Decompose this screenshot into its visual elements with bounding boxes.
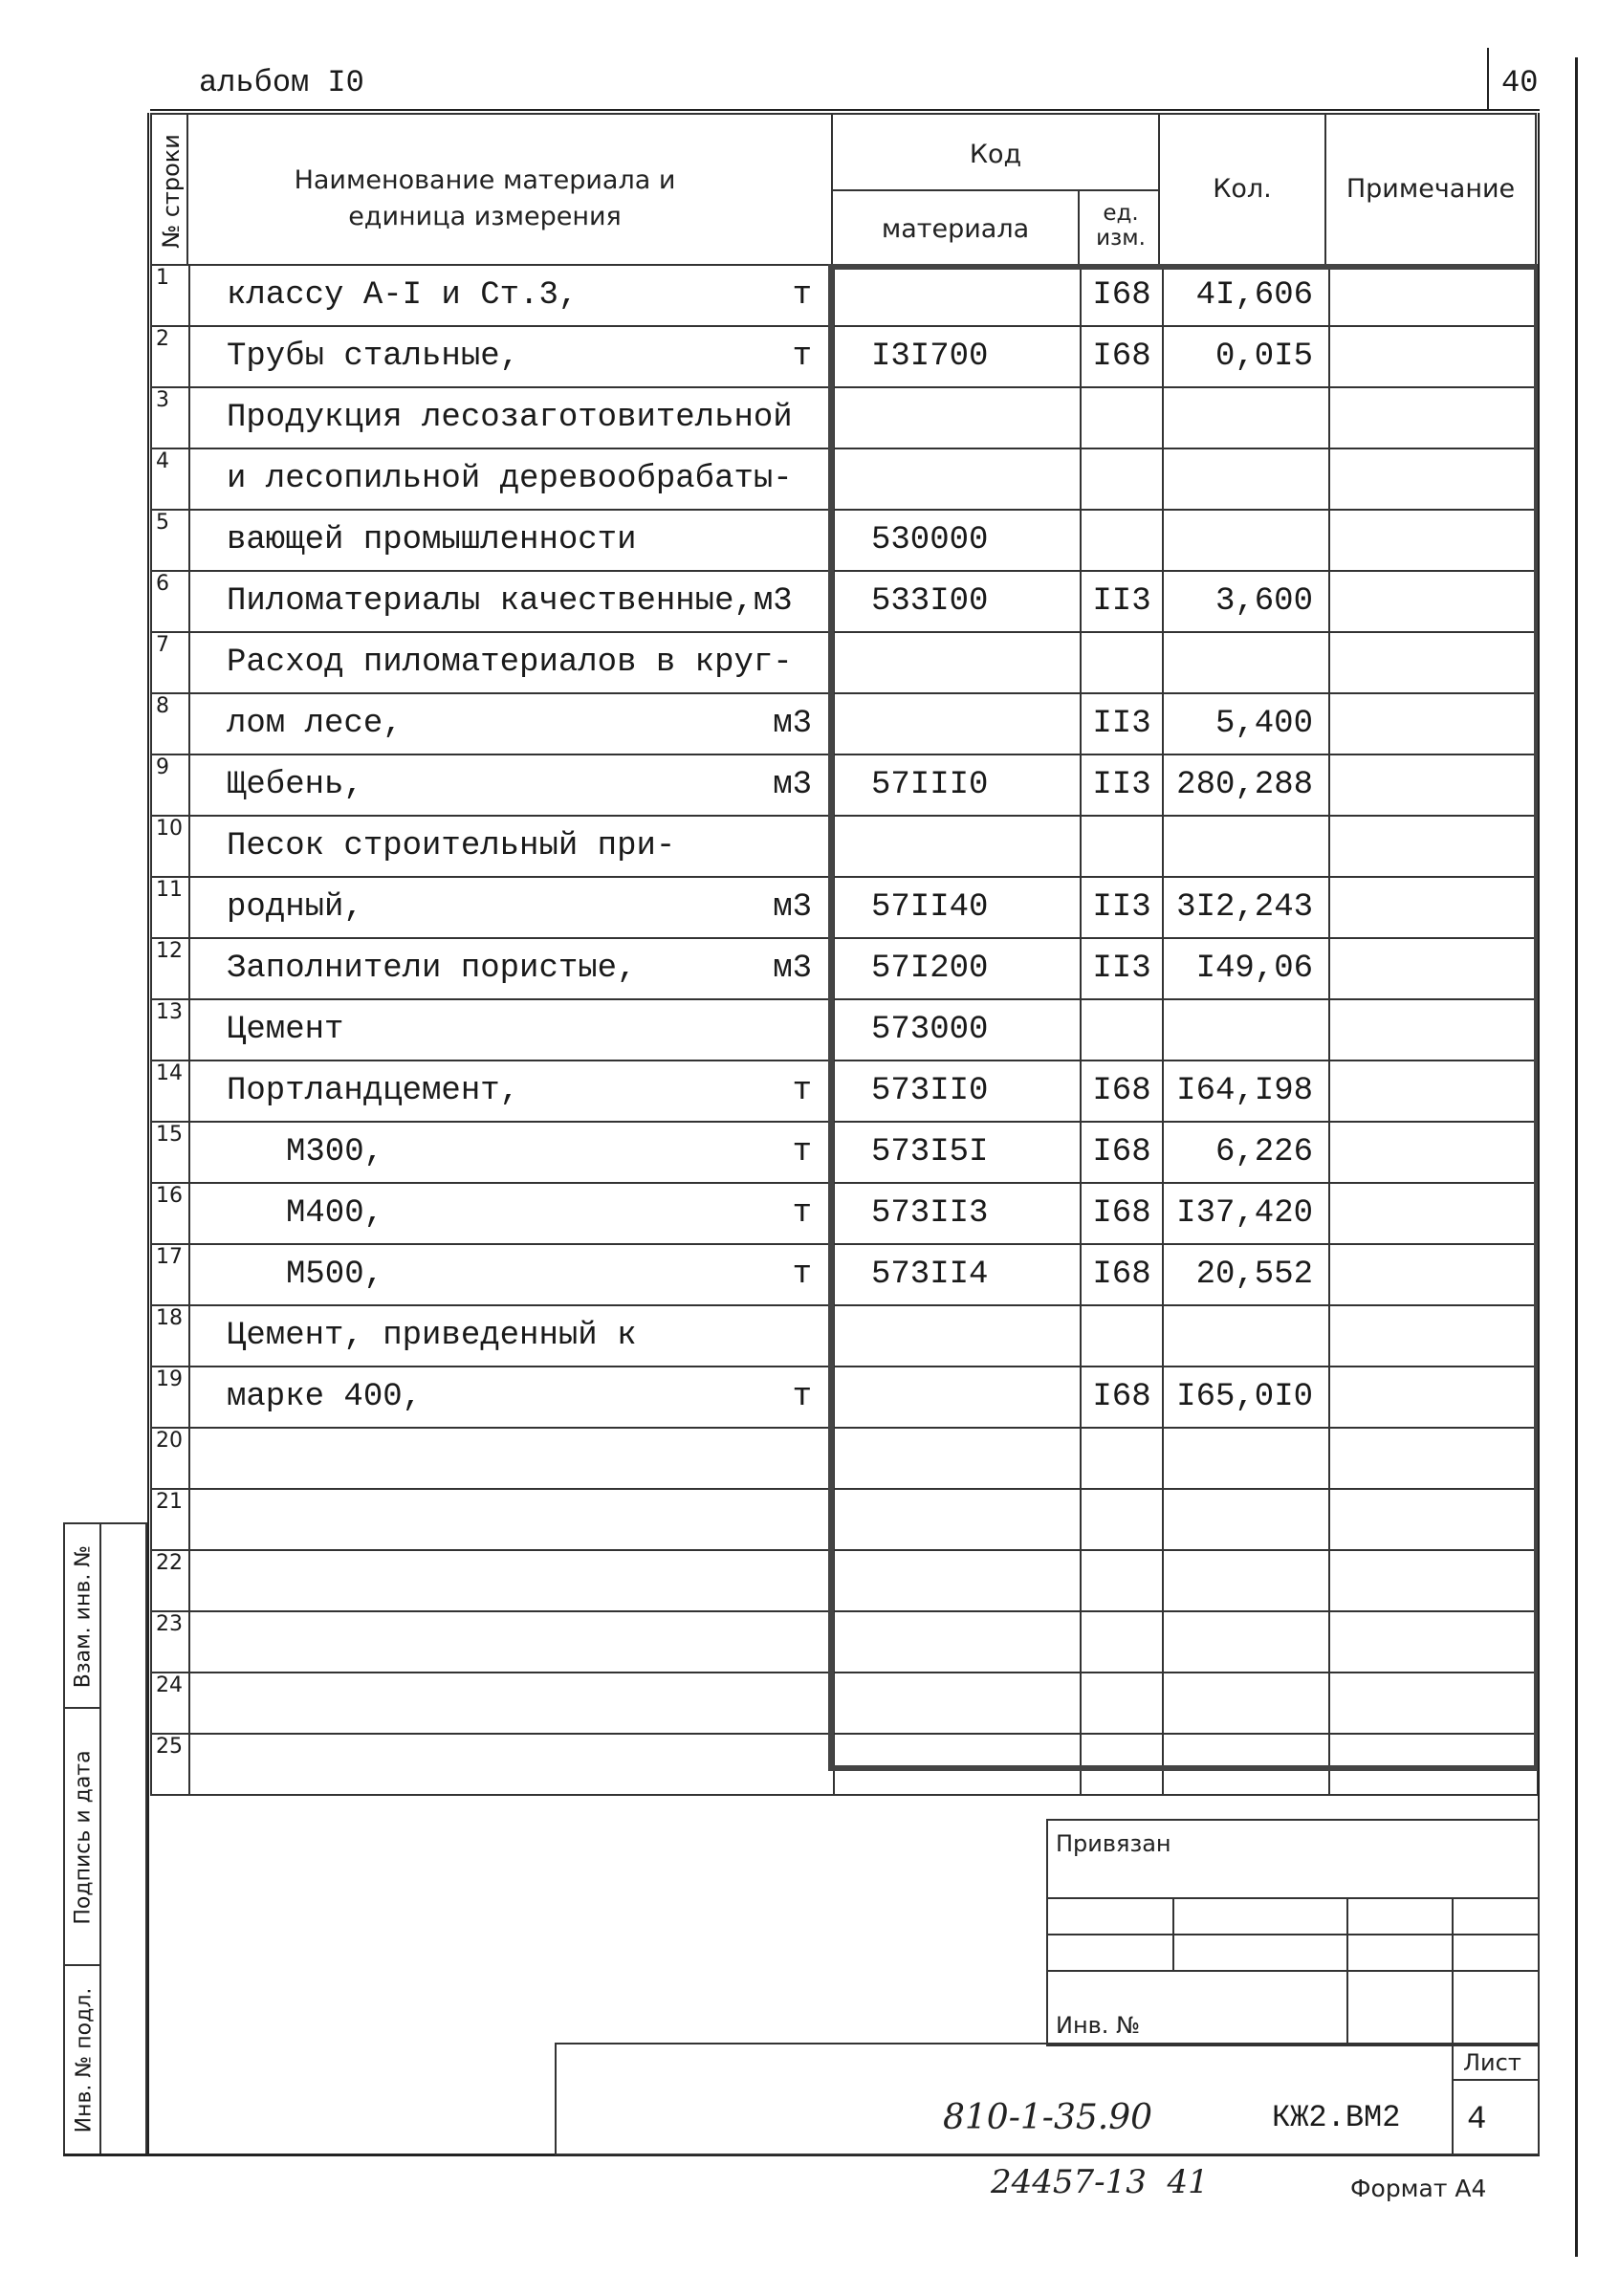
table-row	[151, 387, 1538, 448]
format-label: Формат А4	[1350, 2175, 1487, 2202]
row-number-header: № строки	[158, 134, 185, 249]
note-cell	[1329, 265, 1538, 326]
material-code	[834, 448, 1081, 510]
note-cell	[1329, 1122, 1538, 1183]
stamp-title-block	[555, 2043, 1454, 2155]
unit-code: II3	[1081, 571, 1163, 632]
material-name: Песок строительный при-	[227, 828, 676, 864]
table-row	[151, 1183, 1538, 1244]
quantity	[1163, 448, 1329, 510]
material-name: Щебень,	[227, 767, 363, 803]
material-name-cell	[189, 938, 834, 999]
stamp-inv-c4	[1452, 1970, 1540, 2046]
code-material-header-cell	[831, 189, 1080, 266]
material-code	[834, 1550, 1081, 1611]
stamp-grid-b1	[1046, 1934, 1174, 1972]
material-code	[834, 693, 1081, 754]
stamp-sheet-label-cell	[1452, 2043, 1540, 2081]
unit-code	[1081, 1734, 1163, 1795]
table-row	[151, 1734, 1538, 1795]
material-name: М500,	[286, 1257, 384, 1293]
material-code	[834, 1673, 1081, 1734]
note-cell	[1329, 693, 1538, 754]
row-number: 3	[151, 387, 189, 448]
material-code: I3I700	[834, 326, 1081, 387]
row-number: 16	[151, 1183, 189, 1244]
note-cell	[1329, 1611, 1538, 1673]
row-number: 18	[151, 1305, 189, 1367]
material-name-cell	[189, 999, 834, 1061]
table-row	[151, 999, 1538, 1061]
note-cell	[1329, 448, 1538, 510]
note-cell	[1329, 632, 1538, 693]
materials-table	[150, 264, 1537, 1796]
unit-code: I68	[1081, 265, 1163, 326]
row-number: 13	[151, 999, 189, 1061]
note-cell	[1329, 1061, 1538, 1122]
quantity: 3,600	[1163, 571, 1329, 632]
side-strip-right-column	[99, 1522, 147, 2155]
row-number: 11	[151, 877, 189, 938]
material-name-cell	[189, 754, 834, 816]
material-code: 573II4	[834, 1244, 1081, 1305]
table-row	[151, 1428, 1538, 1489]
unit-code	[1081, 387, 1163, 448]
unit-code: II3	[1081, 938, 1163, 999]
material-unit: м3	[773, 951, 812, 987]
table-row	[151, 754, 1538, 816]
quantity-header: Кол.	[1213, 174, 1272, 204]
note-header-cell	[1324, 113, 1537, 266]
doc-code: КЖ2.ВМ2	[1272, 2100, 1401, 2135]
row-number: 8	[151, 693, 189, 754]
note-cell	[1329, 510, 1538, 571]
material-code: 530000	[834, 510, 1081, 571]
stamp-grid-a2	[1172, 1897, 1348, 1935]
quantity	[1163, 387, 1329, 448]
material-name: Цемент	[227, 1012, 344, 1048]
material-code: 573II0	[834, 1061, 1081, 1122]
quantity	[1163, 1673, 1329, 1734]
material-unit: м3	[773, 889, 812, 926]
table-row	[151, 326, 1538, 387]
quantity: 280,288	[1163, 754, 1329, 816]
unit-code	[1081, 1305, 1163, 1367]
unit-code	[1081, 1673, 1163, 1734]
stamp-inv-cell	[1046, 1970, 1348, 2046]
unit-code: I68	[1081, 1122, 1163, 1183]
row-number: 2	[151, 326, 189, 387]
material-code	[834, 1305, 1081, 1367]
name-header-cell	[186, 113, 833, 266]
material-code	[834, 1489, 1081, 1550]
note-cell	[1329, 816, 1538, 877]
side-strip-signature	[63, 1707, 101, 1966]
material-unit: т	[792, 1257, 812, 1293]
unit-code: I68	[1081, 1367, 1163, 1428]
material-code	[834, 387, 1081, 448]
material-unit: т	[792, 1134, 812, 1170]
page-number: 40	[1501, 65, 1539, 100]
bound-label: Привязан	[1056, 1830, 1171, 1857]
unit-code	[1081, 999, 1163, 1061]
quantity	[1163, 816, 1329, 877]
material-name-cell	[189, 632, 834, 693]
material-name: Портландцемент,	[227, 1073, 520, 1109]
stamp-grid-b4	[1452, 1934, 1540, 1972]
quantity: 3I2,243	[1163, 877, 1329, 938]
quantity: I37,420	[1163, 1183, 1329, 1244]
table-row	[151, 693, 1538, 754]
material-name-cell	[189, 448, 834, 510]
note-header: Примечание	[1346, 174, 1516, 204]
unit-code: I68	[1081, 1183, 1163, 1244]
unit-code: I68	[1081, 1061, 1163, 1122]
row-number: 10	[151, 816, 189, 877]
unit-code	[1081, 816, 1163, 877]
material-name-cell	[189, 1489, 834, 1550]
stamp-sheet-number-cell	[1452, 2079, 1540, 2155]
note-cell	[1329, 387, 1538, 448]
row-number: 17	[151, 1244, 189, 1305]
note-cell	[1329, 1550, 1538, 1611]
code-header-cell	[831, 113, 1160, 191]
material-name-cell	[189, 693, 834, 754]
quantity	[1163, 1305, 1329, 1367]
material-name-cell	[189, 1734, 834, 1795]
material-code: 573000	[834, 999, 1081, 1061]
material-name-cell	[189, 1673, 834, 1734]
material-code: 573I5I	[834, 1122, 1081, 1183]
material-name-cell	[189, 816, 834, 877]
material-code	[834, 1734, 1081, 1795]
material-name-cell	[189, 571, 834, 632]
quantity	[1163, 1611, 1329, 1673]
material-name: Продукция лесозаготовительной	[227, 400, 793, 436]
unit-code	[1081, 448, 1163, 510]
stamp-grid-b3	[1346, 1934, 1454, 1972]
table-row	[151, 816, 1538, 877]
quantity: 6,226	[1163, 1122, 1329, 1183]
row-number: 6	[151, 571, 189, 632]
material-code	[834, 1367, 1081, 1428]
material-name-cell	[189, 510, 834, 571]
note-cell	[1329, 1244, 1538, 1305]
note-cell	[1329, 1489, 1538, 1550]
material-name-cell	[189, 877, 834, 938]
unit-code	[1081, 510, 1163, 571]
note-cell	[1329, 571, 1538, 632]
material-unit: м3	[773, 767, 812, 803]
row-number: 15	[151, 1122, 189, 1183]
material-name: Цемент, приведенный к	[227, 1318, 637, 1354]
page-number-divider	[1487, 48, 1489, 111]
quantity: 20,552	[1163, 1244, 1329, 1305]
row-number: 14	[151, 1061, 189, 1122]
table-row	[151, 1611, 1538, 1673]
code-unit-header: ед. изм.	[1096, 201, 1146, 251]
material-name-cell	[189, 1367, 834, 1428]
material-name: Пиломатериалы качественные,м3	[227, 583, 793, 620]
note-cell	[1329, 877, 1538, 938]
quantity	[1163, 1734, 1329, 1795]
material-name-cell	[189, 387, 834, 448]
quantity: 5,400	[1163, 693, 1329, 754]
doc-code-handwritten: 810-1-35.90	[943, 2098, 1153, 2137]
table-row	[151, 1550, 1538, 1611]
material-name-cell	[189, 1550, 834, 1611]
unit-code	[1081, 1489, 1163, 1550]
row-number: 9	[151, 754, 189, 816]
original-inv-label: Инв. № подл.	[72, 1987, 97, 2133]
row-number: 20	[151, 1428, 189, 1489]
material-name: М400,	[286, 1195, 384, 1232]
table-row	[151, 1367, 1538, 1428]
material-unit: т	[792, 339, 812, 375]
quantity	[1163, 1428, 1329, 1489]
table-row	[151, 1061, 1538, 1122]
material-name: марке 400,	[227, 1379, 423, 1415]
note-cell	[1329, 938, 1538, 999]
unit-code	[1081, 1550, 1163, 1611]
material-name: и лесопильной деревообрабаты-	[227, 461, 793, 497]
stamp-grid-a3	[1346, 1897, 1454, 1935]
table-row	[151, 571, 1538, 632]
table-row	[151, 1489, 1538, 1550]
table-row	[151, 1122, 1538, 1183]
material-code: 57I200	[834, 938, 1081, 999]
unit-code: I68	[1081, 326, 1163, 387]
right-edge-line	[1575, 57, 1578, 2257]
note-cell	[1329, 1305, 1538, 1367]
material-name: вающей промышленности	[227, 522, 637, 558]
unit-code: II3	[1081, 877, 1163, 938]
table-row	[151, 1244, 1538, 1305]
material-name: лом лесе,	[227, 706, 403, 742]
material-unit: т	[792, 1379, 812, 1415]
code-header: Код	[969, 140, 1022, 169]
album-label: альбом I0	[199, 65, 364, 100]
quantity	[1163, 632, 1329, 693]
signature-date-label: Подпись и дата	[71, 1750, 96, 1925]
material-name-cell	[189, 265, 834, 326]
row-number: 5	[151, 510, 189, 571]
note-cell	[1329, 999, 1538, 1061]
unit-code	[1081, 1428, 1163, 1489]
stamp-grid-a1	[1046, 1897, 1174, 1935]
material-code: 573II3	[834, 1183, 1081, 1244]
stamp-bound-cell	[1046, 1819, 1540, 1899]
quantity: I64,I98	[1163, 1061, 1329, 1122]
material-code	[834, 816, 1081, 877]
quantity-header-cell	[1158, 113, 1326, 266]
material-unit: т	[792, 277, 812, 314]
note-cell	[1329, 326, 1538, 387]
row-number: 21	[151, 1489, 189, 1550]
sheet-number: 4	[1467, 2102, 1487, 2138]
material-name: Заполнители пористые,	[227, 951, 637, 987]
row-number: 23	[151, 1611, 189, 1673]
quantity: I49,06	[1163, 938, 1329, 999]
material-name: Расход пиломатериалов в круг-	[227, 645, 793, 681]
quantity	[1163, 999, 1329, 1061]
code-unit-header-cell	[1078, 189, 1160, 266]
table-row	[151, 938, 1538, 999]
material-name: М300,	[286, 1134, 384, 1170]
note-cell	[1329, 1183, 1538, 1244]
unit-code	[1081, 632, 1163, 693]
material-name-cell	[189, 1183, 834, 1244]
row-number: 25	[151, 1734, 189, 1795]
table-row	[151, 1673, 1538, 1734]
material-code: 57II40	[834, 877, 1081, 938]
table-header	[150, 113, 1537, 266]
table-row	[151, 632, 1538, 693]
note-cell	[1329, 1673, 1538, 1734]
stamp-grid-a4	[1452, 1897, 1540, 1935]
side-strip-original-inv	[63, 1964, 101, 2155]
frame-left-line	[147, 113, 149, 2155]
side-strip-replaced-inv	[63, 1522, 101, 1709]
row-number: 22	[151, 1550, 189, 1611]
name-header: Наименование материала и единица измерения	[294, 165, 676, 231]
material-name-cell	[189, 1122, 834, 1183]
row-number: 1	[151, 265, 189, 326]
quantity	[1163, 1489, 1329, 1550]
material-name-cell	[189, 1061, 834, 1122]
code-material-header: материала	[881, 214, 1030, 244]
material-code	[834, 1428, 1081, 1489]
unit-code: II3	[1081, 693, 1163, 754]
unit-code	[1081, 1611, 1163, 1673]
note-cell	[1329, 1367, 1538, 1428]
material-name-cell	[189, 1305, 834, 1367]
quantity	[1163, 1550, 1329, 1611]
row-number: 7	[151, 632, 189, 693]
replaced-inv-label: Взам. инв. №	[71, 1544, 96, 1689]
material-code: 533I00	[834, 571, 1081, 632]
quantity: I65,0I0	[1163, 1367, 1329, 1428]
material-name-cell	[189, 326, 834, 387]
row-number: 4	[151, 448, 189, 510]
note-cell	[1329, 754, 1538, 816]
table-row	[151, 510, 1538, 571]
material-code	[834, 265, 1081, 326]
table-row	[151, 1305, 1538, 1367]
stamp-grid-b2	[1172, 1934, 1348, 1972]
unit-code: I68	[1081, 1244, 1163, 1305]
inv-label: Инв. №	[1056, 2012, 1141, 2039]
material-unit: м3	[773, 706, 812, 742]
quantity: 4I,606	[1163, 265, 1329, 326]
table-row	[151, 877, 1538, 938]
unit-code: II3	[1081, 754, 1163, 816]
footer-handwritten-number: 24457-13 41	[991, 2163, 1209, 2201]
top-rule	[150, 109, 1540, 111]
material-name-cell	[189, 1428, 834, 1489]
material-name: Трубы стальные,	[227, 339, 520, 375]
note-cell	[1329, 1734, 1538, 1795]
material-code: 57III0	[834, 754, 1081, 816]
material-name-cell	[189, 1244, 834, 1305]
material-name: классу А-I и Ст.3,	[227, 277, 579, 314]
row-number: 19	[151, 1367, 189, 1428]
table-row	[151, 448, 1538, 510]
quantity: 0,0I5	[1163, 326, 1329, 387]
material-code	[834, 1611, 1081, 1673]
sheet-label: Лист	[1463, 2049, 1521, 2076]
material-unit: т	[792, 1073, 812, 1109]
note-cell	[1329, 1428, 1538, 1489]
row-number: 24	[151, 1673, 189, 1734]
stamp-inv-c3	[1346, 1970, 1454, 2046]
quantity	[1163, 510, 1329, 571]
row-number-header-cell	[150, 113, 188, 266]
material-unit: т	[792, 1195, 812, 1232]
material-name-cell	[189, 1611, 834, 1673]
material-code	[834, 632, 1081, 693]
material-name: родный,	[227, 889, 363, 926]
table-row	[151, 265, 1538, 326]
row-number: 12	[151, 938, 189, 999]
